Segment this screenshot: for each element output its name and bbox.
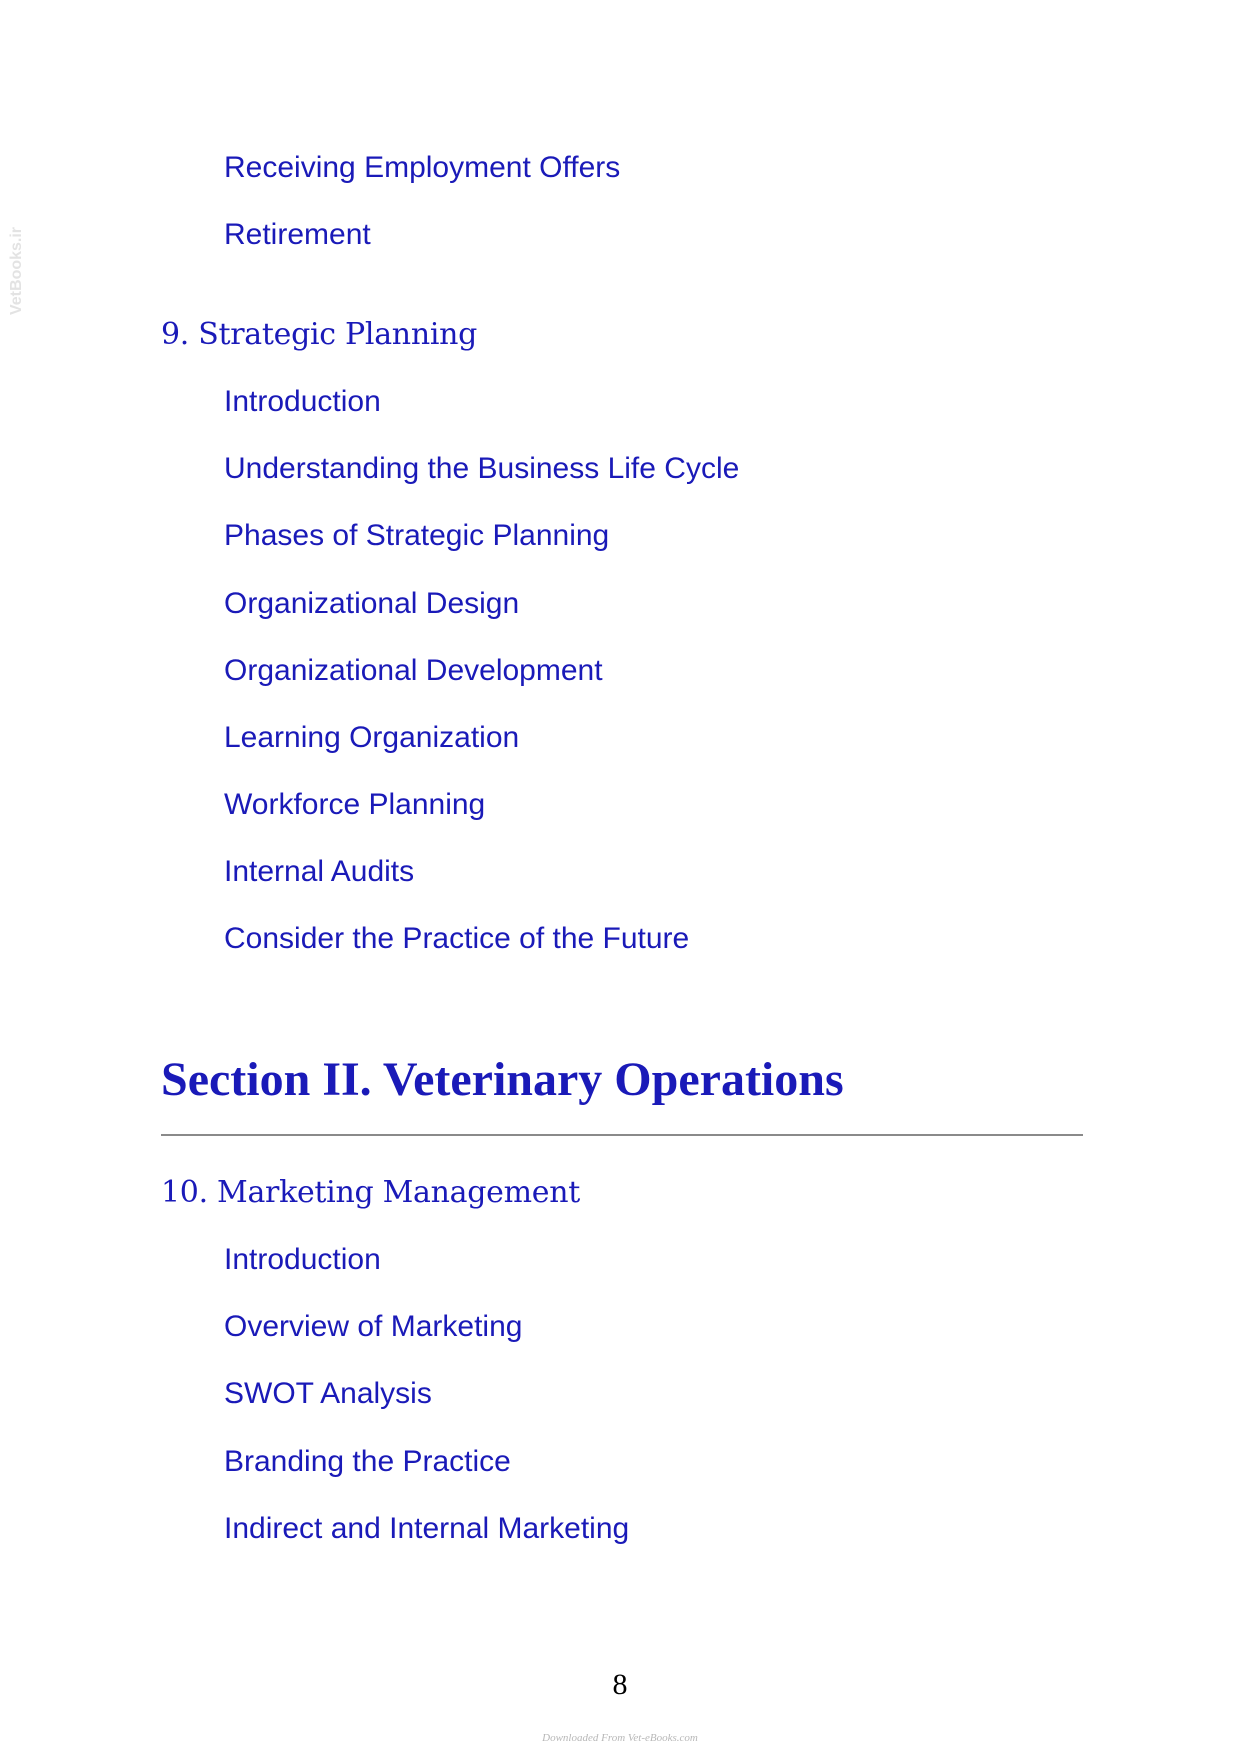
toc-item-workforce-planning[interactable]: Workforce Planning	[224, 788, 486, 821]
toc-item-introduction-10[interactable]: Introduction	[224, 1243, 381, 1276]
toc-item-organizational-development[interactable]: Organizational Development	[224, 654, 603, 687]
toc-item-swot-analysis[interactable]: SWOT Analysis	[224, 1377, 432, 1410]
toc-chapter-10-title[interactable]: 10. Marketing Management	[161, 1175, 580, 1210]
toc-item-introduction[interactable]: Introduction	[224, 385, 381, 418]
toc-item-indirect-internal-marketing[interactable]: Indirect and Internal Marketing	[224, 1512, 630, 1545]
toc-item-business-life-cycle[interactable]: Understanding the Business Life Cycle	[224, 452, 740, 485]
toc-item-organizational-design[interactable]: Organizational Design	[224, 587, 520, 620]
toc-item-receiving-employment-offers[interactable]: Receiving Employment Offers	[224, 151, 621, 184]
section-divider	[161, 1134, 1083, 1136]
toc-item-phases-strategic-planning[interactable]: Phases of Strategic Planning	[224, 519, 610, 552]
toc-item-learning-organization[interactable]: Learning Organization	[224, 721, 520, 754]
toc-item-practice-of-the-future[interactable]: Consider the Practice of the Future	[224, 922, 690, 955]
toc-item-branding-the-practice[interactable]: Branding the Practice	[224, 1445, 511, 1478]
download-footer-note: Downloaded From Vet-eBooks.com	[542, 1732, 698, 1744]
toc-section-2-title[interactable]: Section II. Veterinary Operations	[161, 1053, 844, 1106]
side-watermark: VetBooks.ir	[8, 226, 25, 315]
toc-item-internal-audits[interactable]: Internal Audits	[224, 855, 415, 888]
toc-item-retirement[interactable]: Retirement	[224, 218, 371, 251]
toc-chapter-9-title[interactable]: 9. Strategic Planning	[161, 317, 478, 352]
page-number: 8	[612, 1668, 628, 1701]
toc-item-overview-of-marketing[interactable]: Overview of Marketing	[224, 1310, 523, 1343]
